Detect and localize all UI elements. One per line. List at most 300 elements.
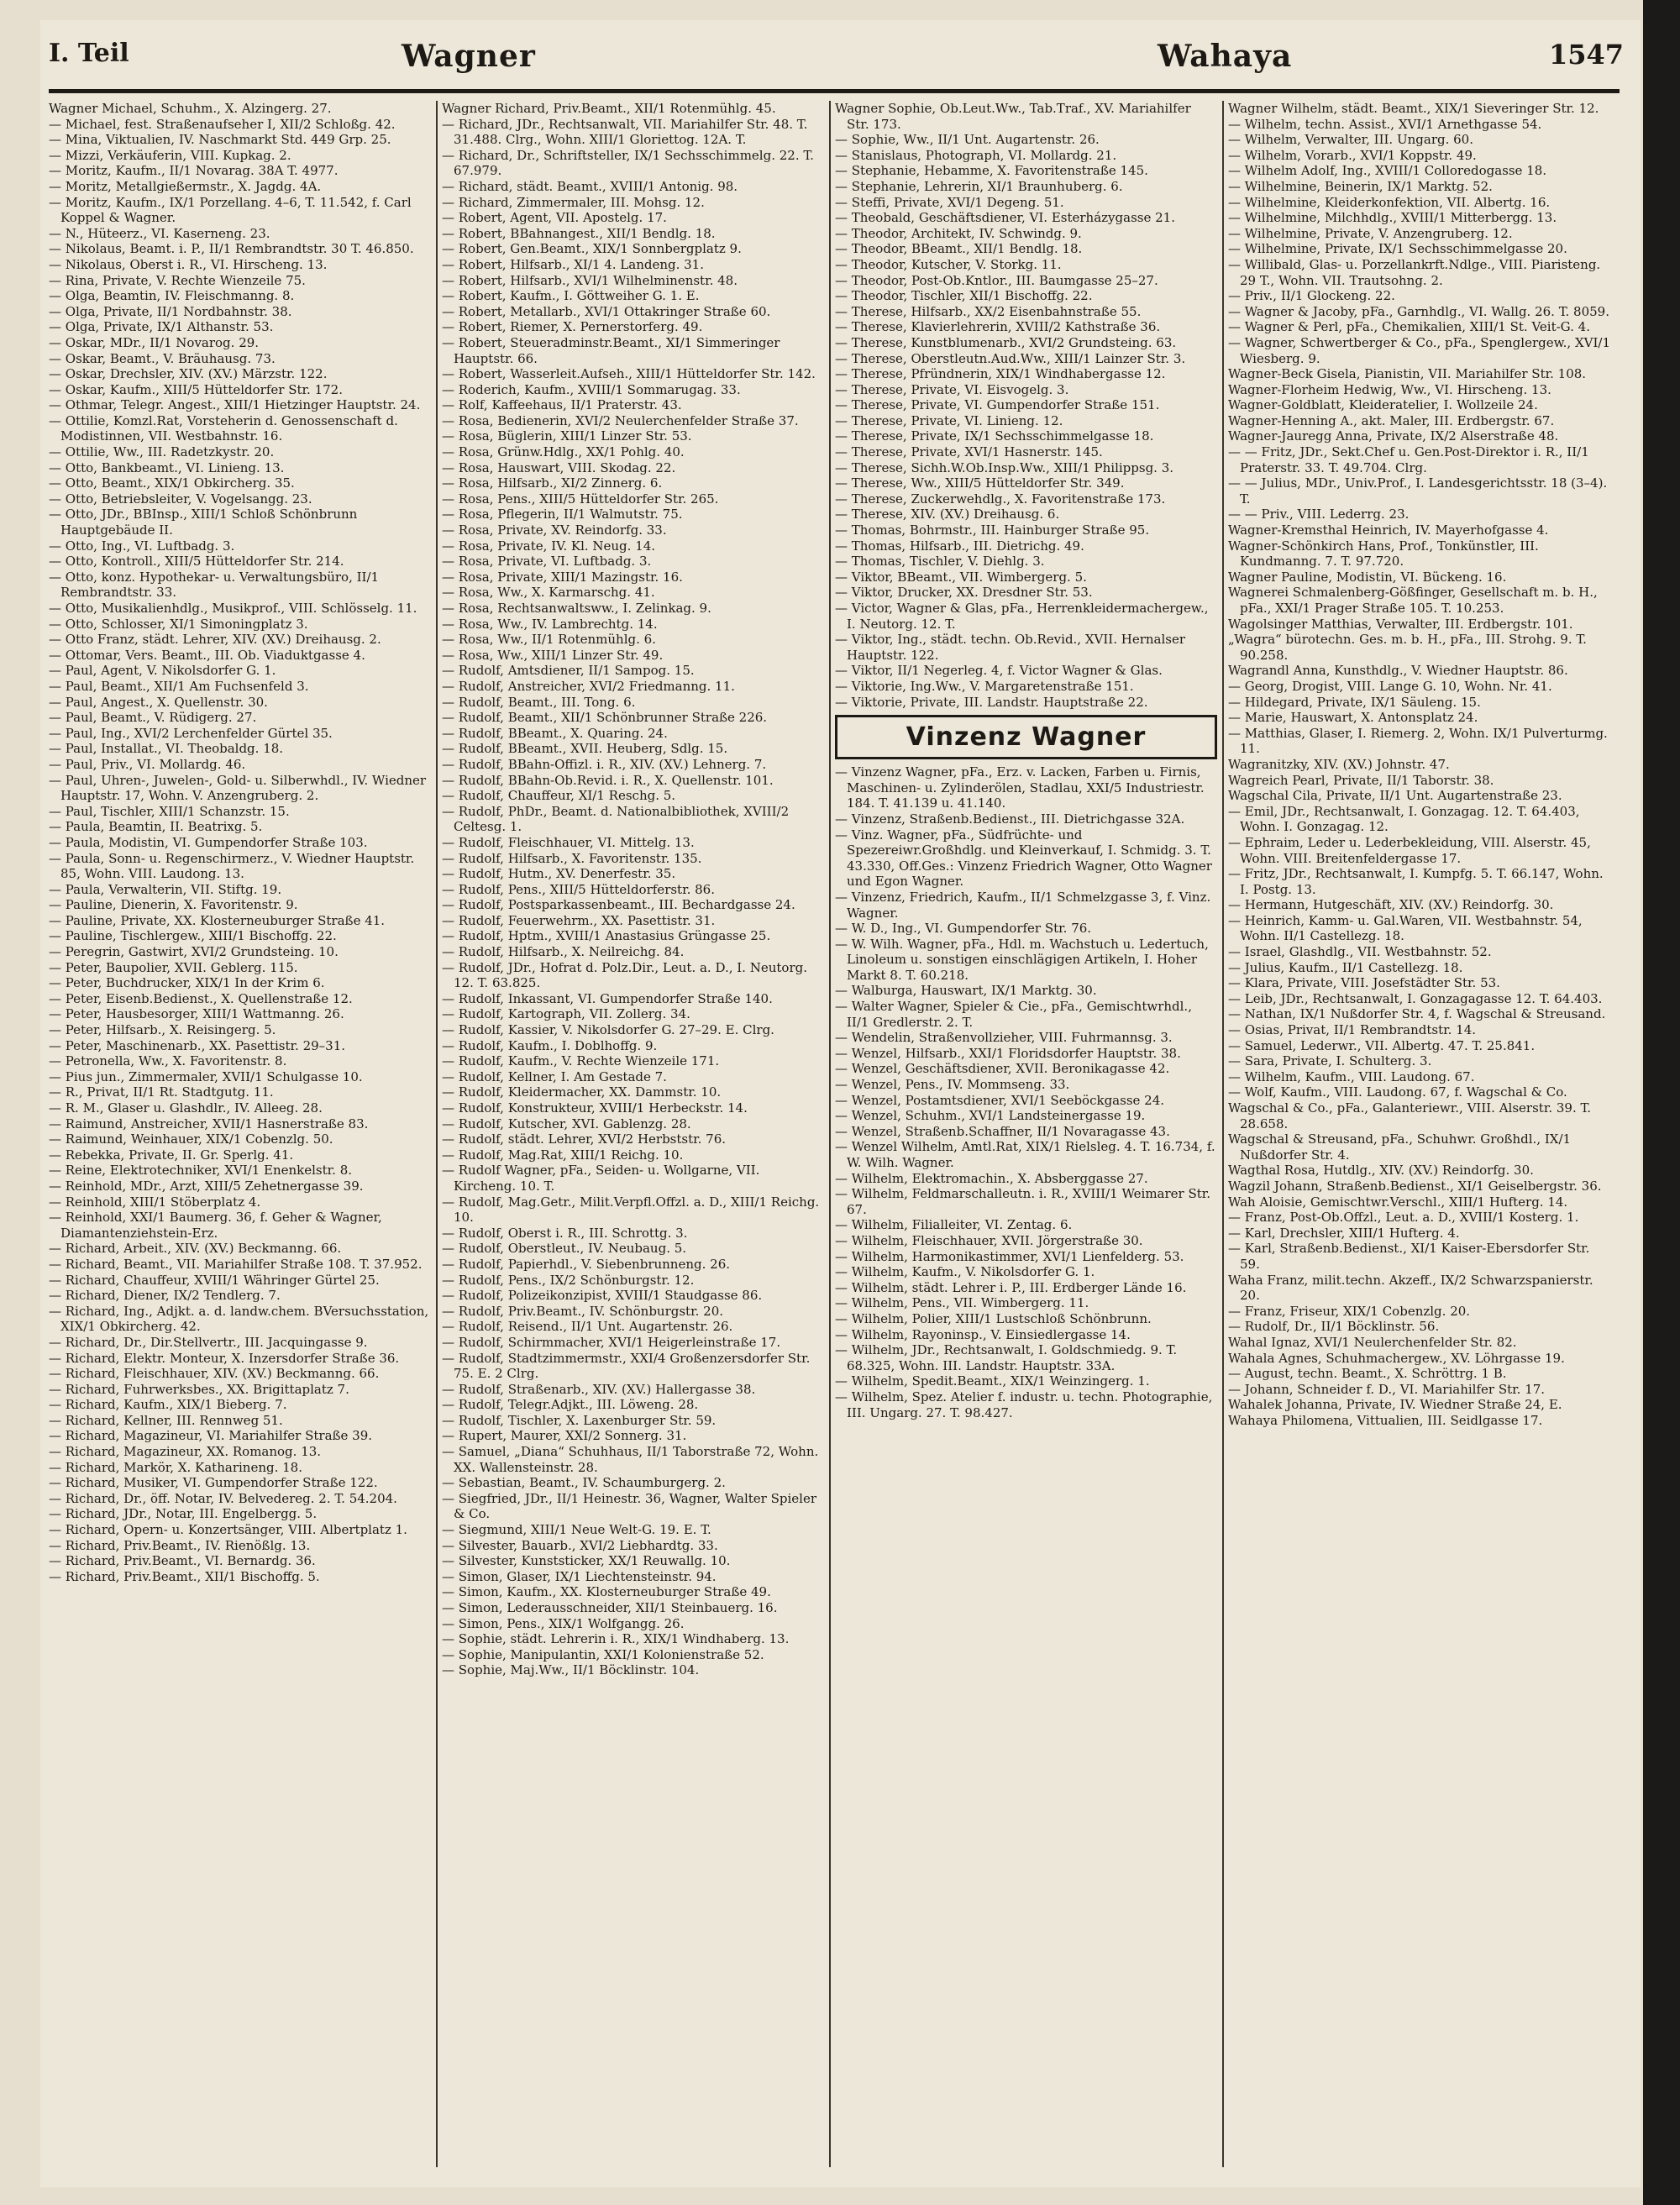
directory-entry: — Georg, Drogist, VIII. Lange G. 10, Wohn. Nr. 41. bbox=[1228, 678, 1552, 694]
directory-entry: — Theodor, Tischler, XII/1 Bischoffg. 22. bbox=[835, 288, 1093, 304]
directory-entry: — Matthias, Glaser, I. Riemerg. 2, Wohn. IX/1 Pulverturmg. 11. bbox=[1228, 725, 1608, 757]
directory-entry: — Wilhelm, städt. Lehrer i. P., III. Erdberger Lände 16. bbox=[835, 1279, 1187, 1295]
directory-entry: — Thomas, Tischler, V. Diehlg. 3. bbox=[835, 554, 1045, 570]
directory-entry: — Richard, Elektr. Monteur, X. Inzersdorfer Straße 36. bbox=[49, 1350, 400, 1366]
directory-entry: — Therese, Private, XVI/1 Hasnerstr. 145. bbox=[835, 444, 1103, 460]
directory-entry: Wagner-Goldblatt, Kleideratelier, I. Wollzeile 24. bbox=[1228, 397, 1538, 413]
directory-entry: — Wilhelm, Spedit.Beamt., XIX/1 Weinzingerg. 1. bbox=[835, 1373, 1150, 1389]
directory-entry: — Rudolf, Beamt., XII/1 Schönbrunner Straße 226. bbox=[442, 710, 768, 726]
directory-entry: — Rudolf, Kellner, I. Am Gestade 7. bbox=[442, 1068, 667, 1084]
directory-entry: — Rudolf, Feuerwehrm., XX. Pasettistr. 31. bbox=[442, 912, 716, 928]
directory-entry: Wagnerei Schmalenberg-Gößfinger, Gesellschaft m. b. H., pFa., XXI/1 Prager Straße 105. T. 10.253. bbox=[1228, 585, 1598, 616]
column-3 bbox=[835, 101, 1217, 2176]
directory-entry: Wahaya Philomena, Vittualien, III. Seidlgasse 17. bbox=[1228, 1412, 1543, 1428]
directory-entry: — Paul, Beamt., V. Rüdigerg. 27. bbox=[49, 710, 257, 726]
column-divider bbox=[1222, 101, 1224, 2167]
directory-entry: — Wenzel Wilhelm, Amtl.Rat, XIX/1 Rielsleg. 4. T. 16.734, f. W. Wilh. Wagner. bbox=[835, 1139, 1215, 1170]
directory-entry: — Rebekka, Private, II. Gr. Sperlg. 41. bbox=[49, 1147, 294, 1163]
directory-entry: Wahala Agnes, Schuhmachergew., XV. Löhrgasse 19. bbox=[1228, 1350, 1565, 1366]
directory-entry: — W. Wilh. Wagner, pFa., Hdl. m. Wachstuch u. Ledertuch, Linoleum u. sonstigen einschlägigen Artikeln, I. Hoher Markt 8. T. 60.218. bbox=[835, 936, 1209, 983]
directory-entry: — Rudolf, Kassier, V. Nikolsdorfer G. 27–29. E. Clrg. bbox=[442, 1022, 774, 1038]
directory-entry: — Rudolf, Fleischhauer, VI. Mittelg. 13. bbox=[442, 834, 695, 850]
directory-entry: — Robert, Kaufm., I. Göttweiher G. 1. E. bbox=[442, 288, 700, 304]
directory-entry: — Silvester, Kunststicker, XX/1 Reuwallg. 10. bbox=[442, 1553, 731, 1569]
directory-entry: — Rudolf, Kaufm., V. Rechte Wienzeile 171. bbox=[442, 1053, 720, 1069]
directory-entry: — Wilhelm, Elektromachin., X. Absberggasse 27. bbox=[835, 1170, 1148, 1186]
directory-entry: — Rudolf, Dr., II/1 Böcklinstr. 56. bbox=[1228, 1319, 1440, 1335]
directory-entry: „Wagra“ bürotechn. Ges. m. b. H., pFa., III. Strohg. 9. T. 90.258. bbox=[1228, 632, 1587, 663]
directory-entry: — Hildegard, Private, IX/1 Säuleng. 15. bbox=[1228, 694, 1481, 710]
directory-entry: — Robert, Hilfsarb., XVI/1 Wilhelminenstr. 48. bbox=[442, 272, 738, 288]
directory-entry: — Simon, Glaser, IX/1 Liechtensteinstr. 94. bbox=[442, 1568, 717, 1584]
directory-entry: — Rudolf, BBeamt., XVII. Heuberg, Sdlg. 15. bbox=[442, 741, 728, 757]
directory-entry: — Rudolf, Telegr.Adjkt., III. Löweng. 28. bbox=[442, 1397, 699, 1413]
directory-entry: — Rudolf, Postsparkassenbeamt., III. Bechardgasse 24. bbox=[442, 897, 795, 913]
directory-entry: — Heinrich, Kamm- u. Gal.Waren, VII. Westbahnstr. 54, Wohn. II/1 Castellezg. 18. bbox=[1228, 912, 1583, 944]
directory-entry: — Therese, XIV. (XV.) Dreihausg. 6. bbox=[835, 507, 1060, 522]
directory-entry: — Wilhelm, techn. Assist., XVI/1 Arnethgasse 54. bbox=[1228, 116, 1542, 132]
directory-entry: — Richard, Magazineur, VI. Mariahilfer Straße 39. bbox=[49, 1428, 373, 1444]
directory-entry: — Paul, Beamt., XII/1 Am Fuchsenfeld 3. bbox=[49, 678, 309, 694]
directory-page bbox=[40, 20, 1641, 2187]
directory-entry: — Vinz. Wagner, pFa., Südfrüchte- und Spezereiwr.Großhdlg. und Kleinverkauf, I. Schmidg. 3. T. 43.330, Off.Ges.: Vinzenz Friedrich Wagner, Otto Wagner und Egon Wagner. bbox=[835, 827, 1212, 890]
directory-entry: — Wilhelm, Vorarb., XVI/1 Koppstr. 49. bbox=[1228, 147, 1477, 163]
directory-entry: — Paula, Verwalterin, VII. Stiftg. 19. bbox=[49, 881, 282, 897]
directory-entry: — Karl, Straßenb.Bedienst., XI/1 Kaiser-Ebersdorfer Str. 59. bbox=[1228, 1241, 1590, 1272]
directory-entry: — Rosa, Bedienerin, XVI/2 Neulerchenfelder Straße 37. bbox=[442, 412, 799, 428]
directory-entry: — Wilhelmine, Private, IX/1 Sechsschimmelgasse 20. bbox=[1228, 241, 1567, 257]
directory-entry: — Reinhold, MDr., Arzt, XIII/5 Zehetnergasse 39. bbox=[49, 1178, 364, 1194]
directory-entry: — Rudolf, BBahn-Ob.Revid. i. R., X. Quellenstr. 101. bbox=[442, 772, 774, 788]
directory-entry: — Ottilie, Ww., III. Radetzkystr. 20. bbox=[49, 444, 275, 460]
directory-entry: — Wagner, Schwertberger & Co., pFa., Spenglergew., XVI/1 Wiesberg. 9. bbox=[1228, 334, 1610, 366]
directory-entry: — Peter, Hausbesorger, XIII/1 Wattmanng. 26. bbox=[49, 1006, 344, 1022]
directory-entry: Wagner-Schönkirch Hans, Prof., Tonkünstler, III. Kundmanng. 7. T. 97.720. bbox=[1228, 538, 1539, 570]
directory-entry: — Wilhelm, Filialleiter, VI. Zentag. 6. bbox=[835, 1217, 1073, 1233]
directory-entry: — Klara, Private, VIII. Josefstädter Str. 53. bbox=[1228, 975, 1500, 991]
directory-entry: — Wenzel, Hilfsarb., XXI/1 Floridsdorfer Hauptstr. 38. bbox=[835, 1045, 1181, 1061]
directory-entry: — Wilhelm, Fleischhauer, XVII. Jörgerstraße 30. bbox=[835, 1232, 1143, 1248]
directory-entry: — Nikolaus, Oberst i. R., VI. Hirscheng. 13. bbox=[49, 256, 328, 272]
directory-entry: Wah Aloisie, Gemischtwr.Verschl., XIII/1 Hufterg. 14. bbox=[1228, 1194, 1568, 1210]
directory-entry: — Wenzel, Pens., IV. Mommseng. 33. bbox=[835, 1077, 1070, 1093]
directory-entry: — Rudolf, Hilfsarb., X. Favoritenstr. 135. bbox=[442, 850, 702, 866]
directory-entry: Wagschal Cila, Private, II/1 Unt. Augartenstraße 23. bbox=[1228, 788, 1562, 804]
directory-entry: — Rudolf, Papierhdl., V. Siebenbrunneng. 26. bbox=[442, 1256, 731, 1272]
directory-entry: Wagner-Kremsthal Heinrich, IV. Mayerhofgasse 4. bbox=[1228, 522, 1549, 538]
directory-entry: — Richard, Markör, X. Katharineng. 18. bbox=[49, 1459, 302, 1475]
directory-entry: — August, techn. Beamt., X. Schröttrg. 1 B. bbox=[1228, 1366, 1507, 1382]
directory-entry: — Paul, Tischler, XIII/1 Schanzstr. 15. bbox=[49, 803, 290, 819]
directory-entry: Wagreich Pearl, Private, II/1 Taborstr. 38. bbox=[1228, 772, 1494, 788]
directory-entry: — Richard, Kellner, III. Rennweg 51. bbox=[49, 1412, 283, 1428]
directory-entry: — Simon, Kaufm., XX. Klosterneuburger Straße 49. bbox=[442, 1584, 771, 1600]
directory-entry: — Paul, Priv., VI. Mollardg. 46. bbox=[49, 756, 246, 772]
directory-entry: — Willibald, Glas- u. Porzellankrft.Ndlge., VIII. Piaristeng. 29 T., Wohn. VII. Trautsohng. 2. bbox=[1228, 256, 1601, 288]
directory-entry: — Rosa, Private, XIII/1 Mazingstr. 16. bbox=[442, 569, 683, 585]
directory-entry: — Rupert, Maurer, XXI/2 Sonnerg. 31. bbox=[442, 1428, 687, 1444]
directory-entry: — Rudolf, Kleidermacher, XX. Dammstr. 10. bbox=[442, 1084, 722, 1100]
directory-entry: — Johann, Schneider f. D., VI. Mariahilfer Str. 17. bbox=[1228, 1381, 1546, 1397]
directory-entry: — Siegmund, XIII/1 Neue Welt-G. 19. E. T. bbox=[442, 1522, 711, 1538]
directory-entry: — Therese, Private, IX/1 Sechsschimmelgasse 18. bbox=[835, 428, 1154, 444]
directory-entry: — Wendelin, Straßenvollzieher, VIII. Fuhrmannsg. 3. bbox=[835, 1030, 1173, 1046]
directory-entry: Wagrandl Anna, Kunsthdlg., V. Wiedner Hauptstr. 86. bbox=[1228, 663, 1568, 679]
directory-entry: — Wilhelm, Feldmarschalleutn. i. R., XVIII/1 Weimarer Str. 67. bbox=[835, 1186, 1211, 1217]
directory-entry: — Rudolf, Straßenarb., XIV. (XV.) Hallergasse 38. bbox=[442, 1381, 756, 1397]
directory-entry: — Wilhelm, Kaufm., V. Nikolsdorfer G. 1. bbox=[835, 1264, 1095, 1280]
directory-entry: — Rudolf, Kaufm., I. Doblhoffg. 9. bbox=[442, 1037, 658, 1053]
right-running-head: Wahaya bbox=[1158, 39, 1293, 74]
directory-entry: — Vinzenz, Friedrich, Kaufm., II/1 Schmelzgasse 3, f. Vinz. Wagner. bbox=[835, 889, 1211, 921]
directory-entry: — Moritz, Metallgießermstr., X. Jagdg. 4A. bbox=[49, 178, 322, 194]
directory-entry: — Emil, JDr., Rechtsanwalt, I. Gonzagag. 12. T. 64.403, Wohn. I. Gonzagag. 12. bbox=[1228, 803, 1580, 835]
directory-entry: Wagner Sophie, Ob.Leut.Ww., Tab.Traf., XV. Mariahilfer Str. 173. bbox=[835, 101, 1191, 132]
directory-entry: — Pauline, Dienerin, X. Favoritenstr. 9. bbox=[49, 897, 298, 913]
directory-entry: Wagschal & Streusand, pFa., Schuhwr. Großhdl., IX/1 Nußdorfer Str. 4. bbox=[1228, 1131, 1572, 1163]
directory-entry: — Rudolf, Tischler, X. Laxenburger Str. 59. bbox=[442, 1412, 717, 1428]
directory-entry: — — Priv., VIII. Lederrg. 23. bbox=[1228, 507, 1410, 522]
header-rule bbox=[49, 89, 1620, 93]
directory-entry: — Roderich, Kaufm., XVIII/1 Sommarugag. 33. bbox=[442, 381, 741, 397]
directory-entry: — Theodor, Kutscher, V. Storkg. 11. bbox=[835, 256, 1062, 272]
directory-entry: Wagolsinger Matthias, Verwalter, III. Erdbergstr. 101. bbox=[1228, 616, 1573, 632]
directory-entry: — Rudolf, Anstreicher, XVI/2 Friedmanng. 11. bbox=[442, 678, 735, 694]
directory-entry: — Vinzenz Wagner, pFa., Erz. v. Lacken, Farben u. Firnis, Maschinen- u. Zylinderölen, Stadlau, XXI/5 Industriestr. 184. T. 41.139 u. 41.140. bbox=[835, 764, 1205, 811]
advertisement-banner: Vinzenz Wagner bbox=[835, 715, 1217, 759]
directory-entry: — Rudolf, Mag.Rat, XIII/1 Reichg. 10. bbox=[442, 1147, 684, 1163]
directory-entry: — Robert, Metallarb., XVI/1 Ottakringer Straße 60. bbox=[442, 303, 771, 319]
directory-entry: — Thomas, Hilfsarb., III. Dietrichg. 49. bbox=[835, 538, 1084, 554]
directory-entry: — Rudolf, Oberst i. R., III. Schrottg. 3. bbox=[442, 1225, 688, 1241]
directory-entry: — Richard, Dr., öff. Notar, IV. Belvedereg. 2. T. 54.204. bbox=[49, 1490, 397, 1506]
column-divider bbox=[829, 101, 831, 2167]
directory-entry: — Rudolf, PhDr., Beamt. d. Nationalbibliothek, XVIII/2 Celtesg. 1. bbox=[442, 803, 790, 835]
directory-entry: — Richard, städt. Beamt., XVIII/1 Antonig. 98. bbox=[442, 178, 738, 194]
directory-entry: — Sebastian, Beamt., IV. Schaumburgerg. 2. bbox=[442, 1475, 726, 1491]
directory-entry: — Walter Wagner, Spieler & Cie., pFa., Gemischtwrhdl., II/1 Gredlerstr. 2. T. bbox=[835, 999, 1192, 1030]
directory-entry: — Paula, Sonn- u. Regenschirmerz., V. Wiedner Hauptstr. 85, Wohn. VIII. Laudong. 13. bbox=[49, 850, 415, 882]
directory-entry: — Wilhelm Adolf, Ing., XVIII/1 Colloredogasse 18. bbox=[1228, 163, 1547, 179]
directory-entry: — Sophie, städt. Lehrerin i. R., XIX/1 Windhaberg. 13. bbox=[442, 1631, 790, 1647]
directory-entry: — Viktor, BBeamt., VII. Wimbergerg. 5. bbox=[835, 569, 1087, 585]
directory-entry: — Samuel, „Diana“ Schuhhaus, II/1 Taborstraße 72, Wohn. XX. Wallensteinstr. 28. bbox=[442, 1444, 819, 1475]
directory-entry: — Richard, Dr., Schriftsteller, IX/1 Sechsschimmelg. 22. T. 67.979. bbox=[442, 147, 814, 179]
directory-entry: — Wilhelm, JDr., Rechtsanwalt, I. Goldschmiedg. 9. T. 68.325, Wohn. III. Landstr. Hauptstr. 33A. bbox=[835, 1342, 1178, 1373]
directory-entry: — Rosa, Büglerin, XIII/1 Linzer Str. 53. bbox=[442, 428, 692, 444]
directory-entry: — Olga, Beamtin, IV. Fleischmanng. 8. bbox=[49, 288, 295, 304]
directory-entry: Wagranitzky, XIV. (XV.) Johnstr. 47. bbox=[1228, 756, 1450, 772]
directory-entry: — Simon, Lederausschneider, XII/1 Steinbauerg. 16. bbox=[442, 1600, 778, 1615]
directory-entry: — Wolf, Kaufm., VIII. Laudong. 67, f. Wagschal & Co. bbox=[1228, 1084, 1567, 1100]
directory-entry: — R. M., Glaser u. Glashdlr., IV. Alleeg. 28. bbox=[49, 1100, 323, 1116]
directory-entry: — Rosa, Hilfsarb., XI/2 Zinnerg. 6. bbox=[442, 475, 663, 491]
directory-entry: — Richard, Arbeit., XIV. (XV.) Beckmanng. 66. bbox=[49, 1241, 342, 1257]
directory-entry: — Paula, Beamtin, II. Beatrixg. 5. bbox=[49, 819, 263, 835]
directory-entry: — Victor, Wagner & Glas, pFa., Herrenkleidermachergew., I. Neutorg. 12. T. bbox=[835, 601, 1209, 632]
directory-entry: — Moritz, Kaufm., II/1 Novarag. 38A T. 4977. bbox=[49, 163, 339, 179]
directory-entry: — Pauline, Private, XX. Klosterneuburger Straße 41. bbox=[49, 912, 386, 928]
directory-entry: — Wenzel, Straßenb.Schaffner, II/1 Novaragasse 43. bbox=[835, 1123, 1170, 1139]
directory-entry: — Mizzi, Verkäuferin, VIII. Kupkag. 2. bbox=[49, 147, 291, 163]
directory-entry: — Richard, Magazineur, XX. Romanog. 13. bbox=[49, 1444, 322, 1460]
directory-entry: — Rosa, Hauswart, VIII. Skodag. 22. bbox=[442, 459, 676, 475]
directory-entry: — Karl, Drechsler, XIII/1 Hufterg. 4. bbox=[1228, 1225, 1460, 1241]
directory-entry: — Olga, Private, IX/1 Althanstr. 53. bbox=[49, 319, 274, 335]
directory-entry: — Mina, Viktualien, IV. Naschmarkt Std. 449 Grp. 25. bbox=[49, 132, 391, 148]
directory-entry: — Reinhold, XIII/1 Stöberplatz 4. bbox=[49, 1194, 261, 1210]
directory-entry: — Hermann, Hutgeschäft, XIV. (XV.) Reindorfg. 30. bbox=[1228, 897, 1554, 913]
directory-entry: — Rudolf, BBeamt., X. Quaring. 24. bbox=[442, 725, 668, 741]
directory-entry: — Paul, Angest., X. Quellenstr. 30. bbox=[49, 694, 268, 710]
directory-entry: — Rosa, Ww., II/1 Rotenmühlg. 6. bbox=[442, 632, 656, 648]
directory-entry: — Peter, Baupolier, XVII. Geblerg. 115. bbox=[49, 959, 298, 975]
directory-entry: — Michael, fest. Straßenaufseher I, XII/2 Schloßg. 42. bbox=[49, 116, 396, 132]
directory-entry: — Rosa, Private, VI. Luftbadg. 3. bbox=[442, 554, 652, 570]
directory-entry: — Richard, Chauffeur, XVIII/1 Währinger Gürtel 25. bbox=[49, 1272, 380, 1288]
directory-entry: — Raimund, Anstreicher, XVII/1 Hasnerstraße 83. bbox=[49, 1116, 369, 1131]
directory-entry: — Rudolf, Pens., XIII/5 Hütteldorferstr. 86. bbox=[442, 881, 715, 897]
directory-entry: — Wilhelmine, Beinerin, IX/1 Marktg. 52. bbox=[1228, 178, 1493, 194]
directory-entry: — Pauline, Tischlergew., XIII/1 Bischoffg. 22. bbox=[49, 928, 337, 944]
directory-entry: — R., Privat, II/1 Rt. Stadtgutg. 11. bbox=[49, 1084, 274, 1100]
directory-entry: — Otto, Bankbeamt., VI. Linieng. 13. bbox=[49, 459, 285, 475]
directory-entry: — Rosa, Pens., XIII/5 Hütteldorfer Str. 265. bbox=[442, 491, 719, 507]
directory-entry: Wagner-Florheim Hedwig, Ww., VI. Hirscheng. 13. bbox=[1228, 381, 1551, 397]
directory-entry: — Otto, Ing., VI. Luftbadg. 3. bbox=[49, 538, 235, 554]
directory-entry: — Otto, Kontroll., XIII/5 Hütteldorfer Str. 214. bbox=[49, 554, 344, 570]
directory-entry: — Robert, Steueradminstr.Beamt., XI/1 Simmeringer Hauptstr. 66. bbox=[442, 334, 780, 366]
column-divider bbox=[436, 101, 438, 2167]
column-1 bbox=[49, 101, 431, 2176]
directory-entry: — Samuel, Lederwr., VII. Albertg. 47. T. 25.841. bbox=[1228, 1037, 1536, 1053]
directory-entry: — Pius jun., Zimmermaler, XVII/1 Schulgasse 10. bbox=[49, 1068, 363, 1084]
directory-entry: — Therese, Private, VI. Eisvogelg. 3. bbox=[835, 381, 1069, 397]
directory-entry: — Franz, Post-Ob.Offzl., Leut. a. D., XVIII/1 Kosterg. 1. bbox=[1228, 1210, 1579, 1226]
directory-entry: — Steffi, Private, XVI/1 Degeng. 51. bbox=[835, 194, 1064, 210]
directory-entry: — Richard, Diener, IX/2 Tendlerg. 7. bbox=[49, 1288, 281, 1304]
directory-entry: — Rudolf, Pens., IX/2 Schönburgstr. 12. bbox=[442, 1272, 695, 1288]
directory-entry: — Rudolf, städt. Lehrer, XVI/2 Herbststr. 76. bbox=[442, 1131, 727, 1147]
directory-entry: — Richard, Opern- u. Konzertsänger, VIII. Albertplatz 1. bbox=[49, 1522, 407, 1538]
directory-entry: — Therese, Sichh.W.Ob.Insp.Ww., XIII/1 Philippsg. 3. bbox=[835, 459, 1174, 475]
directory-entry: — Wilhelm, Kaufm., VIII. Laudong. 67. bbox=[1228, 1068, 1475, 1084]
part-label: I. Teil bbox=[49, 39, 129, 68]
directory-entry: — Rudolf Wagner, pFa., Seiden- u. Wollgarne, VII. Kircheng. 10. T. bbox=[442, 1163, 760, 1194]
directory-entry: Waha Franz, milit.techn. Akzeff., IX/2 Schwarzspanierstr. 20. bbox=[1228, 1272, 1593, 1304]
page-number: 1547 bbox=[1548, 39, 1624, 71]
column-4 bbox=[1228, 101, 1610, 2176]
directory-entry: — Rina, Private, V. Rechte Wienzeile 75. bbox=[49, 272, 306, 288]
directory-entry: — — Fritz, JDr., Sekt.Chef u. Gen.Post-Direktor i. R., II/1 Praterstr. 33. T. 49.704. Clrg. bbox=[1228, 444, 1589, 475]
directory-entry: — Rosa, Private, XV. Reindorfg. 33. bbox=[442, 522, 667, 538]
directory-entry: — Wenzel, Geschäftsdiener, XVII. Beronikagasse 42. bbox=[835, 1061, 1170, 1077]
directory-entry: — Theodor, Post-Ob.Kntlor., III. Baumgasse 25–27. bbox=[835, 272, 1158, 288]
directory-entry: — Viktor, Drucker, XX. Dresdner Str. 53. bbox=[835, 585, 1093, 601]
directory-entry: — Richard, JDr., Rechtsanwalt, VII. Mariahilfer Str. 48. T. 31.488. Clrg., Wohn. XIII/1 Gloriettog. 12A. T. bbox=[442, 116, 808, 148]
directory-entry: — Franz, Friseur, XIX/1 Cobenzlg. 20. bbox=[1228, 1303, 1471, 1319]
directory-entry: Wagthal Rosa, Hutdlg., XIV. (XV.) Reindorfg. 30. bbox=[1228, 1163, 1534, 1179]
directory-entry: — Petronella, Ww., X. Favoritenstr. 8. bbox=[49, 1053, 287, 1069]
directory-entry: — Marie, Hauswart, X. Antonsplatz 24. bbox=[1228, 710, 1478, 726]
directory-entry: — Peter, Hilfsarb., X. Reisingerg. 5. bbox=[49, 1022, 276, 1038]
column-2 bbox=[442, 101, 824, 2176]
directory-entry: — Richard, JDr., Notar, III. Engelbergg. 5. bbox=[49, 1506, 318, 1522]
directory-entry: — Rolf, Kaffeehaus, II/1 Praterstr. 43. bbox=[442, 397, 682, 413]
directory-entry: — Wilhelm, Harmonikastimmer, XVI/1 Lienfelderg. 53. bbox=[835, 1248, 1184, 1264]
directory-entry: Wagner Pauline, Modistin, VI. Bückeng. 16. bbox=[1228, 569, 1507, 585]
directory-entry: — Rudolf, Inkassant, VI. Gumpendorfer Straße 140. bbox=[442, 990, 773, 1006]
directory-entry: — Richard, Priv.Beamt., IV. Rienößlg. 13. bbox=[49, 1537, 311, 1553]
directory-entry: — Therese, Pfründnerin, XIX/1 Windhabergasse 12. bbox=[835, 366, 1166, 382]
directory-entry: — Peter, Eisenb.Bedienst., X. Quellenstraße 12. bbox=[49, 990, 353, 1006]
directory-entry: Wagner-Beck Gisela, Pianistin, VII. Mariahilfer Str. 108. bbox=[1228, 366, 1587, 382]
directory-entry: Wagner Michael, Schuhm., X. Alzingerg. 27. bbox=[49, 101, 332, 116]
directory-columns bbox=[49, 101, 1620, 2176]
directory-entry: — Theodor, Architekt, IV. Schwindg. 9. bbox=[835, 225, 1082, 241]
directory-entry: — Peregrin, Gastwirt, XVI/2 Grundsteing. 10. bbox=[49, 944, 339, 960]
directory-entry: — Therese, Kunstblumenarb., XVI/2 Grundsteing. 63. bbox=[835, 334, 1177, 350]
directory-entry: — Paul, Ing., XVI/2 Lerchenfelder Gürtel 35. bbox=[49, 725, 333, 741]
directory-entry: — Rosa, Grünw.Hdlg., XX/1 Pohlg. 40. bbox=[442, 444, 685, 460]
directory-entry: — Viktorie, Ing.Ww., V. Margaretenstraße 151. bbox=[835, 678, 1134, 694]
directory-entry: — Reinhold, XXI/1 Baumerg. 36, f. Geher & Wagner, Diamantenziehstein-Erz. bbox=[49, 1210, 382, 1241]
directory-entry: — W. D., Ing., VI. Gumpendorfer Str. 76. bbox=[835, 921, 1092, 937]
directory-entry: — Otto Franz, städt. Lehrer, XIV. (XV.) Dreihausg. 2. bbox=[49, 632, 381, 648]
directory-entry: — Paul, Uhren-, Juwelen-, Gold- u. Silberwhdl., IV. Wiedner Hauptstr. 17, Wohn. V. Anzengruberg. 2. bbox=[49, 772, 427, 804]
directory-entry: — Leib, JDr., Rechtsanwalt, I. Gonzagagasse 12. T. 64.403. bbox=[1228, 990, 1603, 1006]
directory-entry: — Ephraim, Leder u. Lederbekleidung, VIII. Alserstr. 45, Wohn. VIII. Breitenfeldergasse 17. bbox=[1228, 834, 1591, 866]
directory-entry: — Therese, Oberstleutn.Aud.Ww., XIII/1 Lainzer Str. 3. bbox=[835, 350, 1186, 366]
directory-entry: — Wilhelm, Pens., VII. Wimbergerg. 11. bbox=[835, 1295, 1089, 1311]
directory-entry: — Wilhelm, Verwalter, III. Ungarg. 60. bbox=[1228, 132, 1473, 148]
directory-entry: — Rudolf, Priv.Beamt., IV. Schönburgstr. 20. bbox=[442, 1303, 724, 1319]
directory-entry: — Rosa, Ww., XIII/1 Linzer Str. 49. bbox=[442, 647, 664, 663]
directory-entry: — Viktor, II/1 Negerleg. 4, f. Victor Wagner & Glas. bbox=[835, 663, 1163, 679]
directory-entry: — Rudolf, BBahn-Offizl. i. R., XIV. (XV.) Lehnerg. 7. bbox=[442, 756, 767, 772]
directory-entry: — Therese, Ww., XIII/5 Hütteldorfer Str. 349. bbox=[835, 475, 1125, 491]
directory-entry: — Richard, Musiker, VI. Gumpendorfer Straße 122. bbox=[49, 1475, 378, 1491]
directory-entry: Wagner-Jauregg Anna, Private, IX/2 Alserstraße 48. bbox=[1228, 428, 1559, 444]
directory-entry: — Israel, Glashdlg., VII. Westbahnstr. 52. bbox=[1228, 944, 1492, 960]
directory-entry: — Olga, Private, II/1 Nordbahnstr. 38. bbox=[49, 303, 292, 319]
directory-entry: — Richard, Dr., Dir.Stellvertr., III. Jacquingasse 9. bbox=[49, 1334, 368, 1350]
directory-entry: — Robert, Riemer, X. Pernerstorferg. 49. bbox=[442, 319, 703, 335]
left-running-head: Wagner bbox=[402, 39, 536, 74]
directory-entry: — Wagner & Perl, pFa., Chemikalien, XIII/1 St. Veit-G. 4. bbox=[1228, 319, 1590, 335]
directory-entry: — Otto, Schlosser, XI/1 Simoningplatz 3. bbox=[49, 616, 308, 632]
directory-entry: — Therese, Private, VI. Gumpendorfer Straße 151. bbox=[835, 397, 1160, 413]
directory-entry: — Oskar, Kaufm., XIII/5 Hütteldorfer Str. 172. bbox=[49, 381, 343, 397]
directory-entry: — Rudolf, Oberstleut., IV. Neubaug. 5. bbox=[442, 1241, 687, 1257]
directory-entry: — Oskar, Drechsler, XIV. (XV.) Märzstr. 122. bbox=[49, 366, 328, 382]
directory-entry: — Richard, Ing., Adjkt. a. d. landw.chem. BVersuchsstation, XIX/1 Obkircherg. 42. bbox=[49, 1303, 429, 1335]
directory-entry: — Peter, Maschinenarb., XX. Pasettistr. 29–31. bbox=[49, 1037, 346, 1053]
directory-entry: — Viktor, Ing., städt. techn. Ob.Revid., XVII. Hernalser Hauptstr. 122. bbox=[835, 632, 1186, 663]
directory-entry: — Robert, BBahnangest., XII/1 Bendlg. 18. bbox=[442, 225, 716, 241]
directory-entry: Wagner Richard, Priv.Beamt., XII/1 Rotenmühlg. 45. bbox=[442, 101, 776, 116]
directory-entry: — Stephanie, Hebamme, X. Favoritenstraße 145. bbox=[835, 163, 1148, 179]
directory-entry: — Richard, Fuhrwerksbes., XX. Brigittaplatz 7. bbox=[49, 1381, 349, 1397]
directory-entry: Wahalek Johanna, Private, IV. Wiedner Straße 24, E. bbox=[1228, 1397, 1562, 1413]
directory-entry: — Robert, Gen.Beamt., XIX/1 Sonnbergplatz 9. bbox=[442, 241, 742, 257]
directory-entry: — Oskar, Beamt., V. Bräuhausg. 73. bbox=[49, 350, 276, 366]
directory-entry: — Sophie, Ww., II/1 Unt. Augartenstr. 26. bbox=[835, 132, 1100, 148]
directory-entry: Wagner-Henning A., akt. Maler, III. Erdbergstr. 67. bbox=[1228, 412, 1555, 428]
directory-entry: — Rosa, Ww., IV. Lambrechtg. 14. bbox=[442, 616, 658, 632]
directory-entry: — Rosa, Pflegerin, II/1 Walmutstr. 75. bbox=[442, 507, 683, 522]
directory-entry: — N., Hüteerz., VI. Kaserneng. 23. bbox=[49, 225, 270, 241]
directory-entry: — Walburga, Hauswart, IX/1 Marktg. 30. bbox=[835, 983, 1097, 999]
directory-entry: — Viktorie, Private, III. Landstr. Hauptstraße 22. bbox=[835, 694, 1148, 710]
directory-entry: — Rudolf, Amtsdiener, II/1 Sampog. 15. bbox=[442, 663, 695, 679]
directory-entry: — Paula, Modistin, VI. Gumpendorfer Straße 103. bbox=[49, 834, 368, 850]
directory-entry: — Priv., II/1 Glockeng. 22. bbox=[1228, 288, 1395, 304]
directory-entry: — Theobald, Geschäftsdiener, VI. Esterházygasse 21. bbox=[835, 210, 1175, 226]
directory-entry: — Therese, Private, VI. Linieng. 12. bbox=[835, 412, 1063, 428]
directory-entry: Wagner Wilhelm, städt. Beamt., XIX/1 Sieveringer Str. 12. bbox=[1228, 101, 1599, 116]
directory-entry: — Paul, Installat., VI. Theobaldg. 18. bbox=[49, 741, 284, 757]
directory-entry: — Wenzel, Postamtsdiener, XVI/1 Seeböckgasse 24. bbox=[835, 1092, 1165, 1108]
directory-entry: — Vinzenz, Straßenb.Bedienst., III. Dietrichgasse 32A. bbox=[835, 811, 1185, 827]
directory-entry: — Sophie, Manipulantin, XXI/1 Kolonienstraße 52. bbox=[442, 1646, 764, 1662]
directory-entry: Wagzil Johann, Straßenb.Bedienst., XI/1 Geiselbergstr. 36. bbox=[1228, 1178, 1602, 1194]
directory-entry: — Rudolf, Hptm., XVIII/1 Anastasius Grüngasse 25. bbox=[442, 928, 771, 944]
directory-entry: — Stanislaus, Photograph, VI. Mollardg. 21. bbox=[835, 147, 1117, 163]
directory-entry: — Rosa, Private, IV. Kl. Neug. 14. bbox=[442, 538, 656, 554]
directory-entry: — Rosa, Rechtsanwaltsww., I. Zelinkag. 9. bbox=[442, 601, 711, 616]
directory-entry: — Rudolf, Kartograph, VII. Zollerg. 34. bbox=[442, 1006, 690, 1022]
directory-entry: — Reine, Elektrotechniker, XVI/1 Enenkelstr. 8. bbox=[49, 1163, 353, 1179]
directory-entry: — Osias, Privat, II/1 Rembrandtstr. 14. bbox=[1228, 1022, 1477, 1038]
directory-entry: — Rudolf, Kutscher, XVI. Gablenzg. 28. bbox=[442, 1116, 691, 1131]
directory-entry: — Wilhelm, Polier, XIII/1 Lustschloß Schönbrunn. bbox=[835, 1310, 1152, 1326]
directory-entry: — Richard, Priv.Beamt., VI. Bernardg. 36. bbox=[49, 1553, 316, 1569]
directory-entry: — Richard, Beamt., VII. Mariahilfer Straße 108. T. 37.952. bbox=[49, 1256, 423, 1272]
directory-entry: — Rudolf, Reisend., II/1 Unt. Augartenstr. 26. bbox=[442, 1319, 733, 1335]
directory-entry: — Otto, Beamt., XIX/1 Obkircherg. 35. bbox=[49, 475, 295, 491]
directory-entry: — Rosa, Ww., X. Karmarschg. 41. bbox=[442, 585, 655, 601]
directory-entry: — Otto, Musikalienhdlg., Musikprof., VIII. Schlösselg. 11. bbox=[49, 601, 417, 616]
directory-entry: — Richard, Fleischhauer, XIV. (XV.) Beckmanng. 66. bbox=[49, 1366, 380, 1382]
directory-entry: — Robert, Agent, VII. Apostelg. 17. bbox=[442, 210, 667, 226]
directory-entry: — Rudolf, Mag.Getr., Milit.Verpfl.Offzl. a. D., XIII/1 Reichg. 10. bbox=[442, 1194, 820, 1226]
directory-entry: — Rudolf, Schirmmacher, XVI/1 Heigerleinstraße 17. bbox=[442, 1334, 781, 1350]
directory-entry: — Sara, Private, I. Schulterg. 3. bbox=[1228, 1053, 1432, 1069]
directory-entry: — Wilhelm, Spez. Atelier f. industr. u. techn. Photographie, III. Ungarg. 27. T. 98.427. bbox=[835, 1389, 1213, 1420]
directory-entry: — Wilhelm, Rayoninsp., V. Einsiedlergasse 14. bbox=[835, 1326, 1131, 1342]
directory-entry: — Ottilie, Komzl.Rat, Vorsteherin d. Genossenschaft d. Modistinnen, VII. Westbahnstr. 16. bbox=[49, 412, 398, 444]
directory-entry: — Silvester, Bauarb., XVI/2 Liebhardtg. 33. bbox=[442, 1537, 718, 1553]
directory-entry: — Rudolf, Beamt., III. Tong. 6. bbox=[442, 694, 636, 710]
directory-entry: — Rudolf, Hilfsarb., X. Neilreichg. 84. bbox=[442, 944, 685, 960]
directory-entry: — Rudolf, JDr., Hofrat d. Polz.Dir., Leut. a. D., I. Neutorg. 12. T. 63.825. bbox=[442, 959, 807, 991]
directory-entry: — Siegfried, JDr., II/1 Heinestr. 36, Wagner, Walter Spieler & Co. bbox=[442, 1490, 816, 1522]
directory-entry: Wahal Ignaz, XVI/1 Neulerchenfelder Str. 82. bbox=[1228, 1334, 1517, 1350]
directory-entry: — Julius, Kaufm., II/1 Castellezg. 18. bbox=[1228, 959, 1463, 975]
directory-entry: — Therese, Klavierlehrerin, XVIII/2 Kathstraße 36. bbox=[835, 319, 1161, 335]
page-header bbox=[40, 20, 1641, 81]
directory-entry: — Therese, Hilfsarb., XX/2 Eisenbahnstraße 55. bbox=[835, 303, 1142, 319]
directory-entry: — Rudolf, Stadtzimmermstr., XXI/4 Großenzersdorfer Str. 75. E. 2 Clrg. bbox=[442, 1350, 811, 1382]
directory-entry: — Wenzel, Schuhm., XVI/1 Landsteinergasse 19. bbox=[835, 1108, 1146, 1124]
directory-entry: — Otto, konz. Hypothekar- u. Verwaltungsbüro, II/1 Rembrandtstr. 33. bbox=[49, 569, 380, 601]
directory-entry: — Robert, Hilfsarb., XI/1 4. Landeng. 31. bbox=[442, 256, 704, 272]
directory-entry: — Rudolf, Hutm., XV. Denerfestr. 35. bbox=[442, 866, 676, 882]
directory-entry: — Moritz, Kaufm., IX/1 Porzellang. 4–6, T. 11.542, f. Carl Koppel & Wagner. bbox=[49, 194, 412, 226]
directory-entry: — Simon, Pens., XIX/1 Wolfgangg. 26. bbox=[442, 1615, 685, 1631]
directory-entry: — Peter, Buchdrucker, XIX/1 In der Krim 6. bbox=[49, 975, 325, 991]
